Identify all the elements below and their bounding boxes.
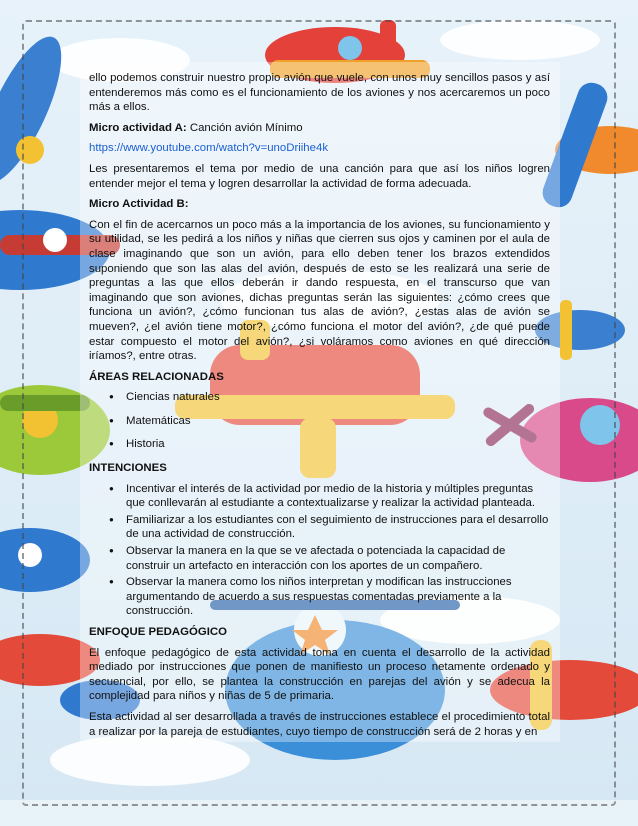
areas-heading: ÁREAS RELACIONADAS [89, 370, 224, 383]
enfoque-heading: ENFOQUE PEDAGÓGICO [89, 626, 227, 638]
micro-a-label: Micro actividad A: [89, 121, 187, 134]
intenciones-heading: INTENCIONES [89, 462, 167, 475]
enfoque-paragraph-2: Esta actividad al ser desarrollada a través de instrucciones establece el procedimiento total a realizar por la pareja de estudiantes, cuyo tiempo de construcción será de 2 horas y en [89, 710, 550, 738]
areas-list [89, 390, 550, 452]
list-item: ● Historia [89, 437, 550, 452]
list-item: ● Ciencias naturales [89, 390, 550, 405]
intro-paragraph: ello podemos construir nuestro propio avión que vuele, con unos muy sencillos pasos y así entenderemos más como es el funcionamiento de los aviones y nos acercaremos un poco más a ellos. [89, 72, 550, 114]
list-item: ● Observar la manera en la que se ve afectada o potenciada la capacidad de construir un artefacto en interacción con los aportes de un compañero. [89, 544, 550, 573]
youtube-link[interactable]: https://www.youtube.com/watch?v=unoDriihe4k [89, 142, 329, 155]
micro-a-title: Canción avión Mínimo [186, 121, 303, 134]
list-item: ● Familiarizar a los estudiantes con el seguimiento de instrucciones para el desarrollo de una actividad de construcción. [89, 513, 550, 542]
micro-b-label: Micro Actividad B: [89, 198, 189, 211]
micro-activity-a [89, 121, 550, 136]
document-body [89, 71, 550, 745]
list-item: ● Incentivar el interés de la actividad por medio de la historia y múltiples preguntas que conllevarán al estudiante a contextualizarse y realizar la actividad planteada. [89, 482, 550, 511]
micro-b-text: Con el fin de acercarnos un poco más a la importancia de los aviones, su funcionamiento y su utilidad, se les pedirá a los niños y niñas que cierren sus ojos y caminen por el aula de clase imaginando que son un avión, para ello deben tener los brazos extendidos suponiendo que son las alas del avión, después de esto se les realizará una serie de preguntas a las que ellos deberán ir dando respuesta, en el transcurso que van imaginando que son aviones, dichas preguntas serán las siguientes: ¿cómo crees que funciona un avión?, ¿cómo funcionan tus alas de avión?, ¿estas alas de avión se mueven?, ¿el avión tiene motor?, ¿cómo funciona el motor del avión?, ¿de qué puede estar compuesto el motor del avión?, ¿si voláramos como aviones en qué dirección iríamos?, entre otras. [89, 218, 550, 363]
enfoque-paragraph-1: El enfoque pedagógico de esta actividad toma en cuenta el desarrollo de la actividad mediado por instrucciones que ponen de manifiesto un proceso netamente ordenado y secuencial, por ello, se plantea la construcción en parejas del avión y se adecua la complejidad para niños y niñas de 5 de primaria. [89, 646, 550, 703]
intenciones-list [89, 482, 550, 619]
micro-a-link-row [89, 141, 550, 156]
list-item: ● Observar la manera como los niños interpretan y modifican las instrucciones argumentando de acuerdo a sus respuestas comentadas previamente a la construcción. [89, 575, 550, 619]
list-item: ● Matemáticas [89, 414, 550, 429]
micro-a-text: Les presentaremos el tema por medio de una canción para que así los niños logren entender mejor el tema y logren desarrollar la actividad de forma adecuada. [89, 162, 550, 190]
